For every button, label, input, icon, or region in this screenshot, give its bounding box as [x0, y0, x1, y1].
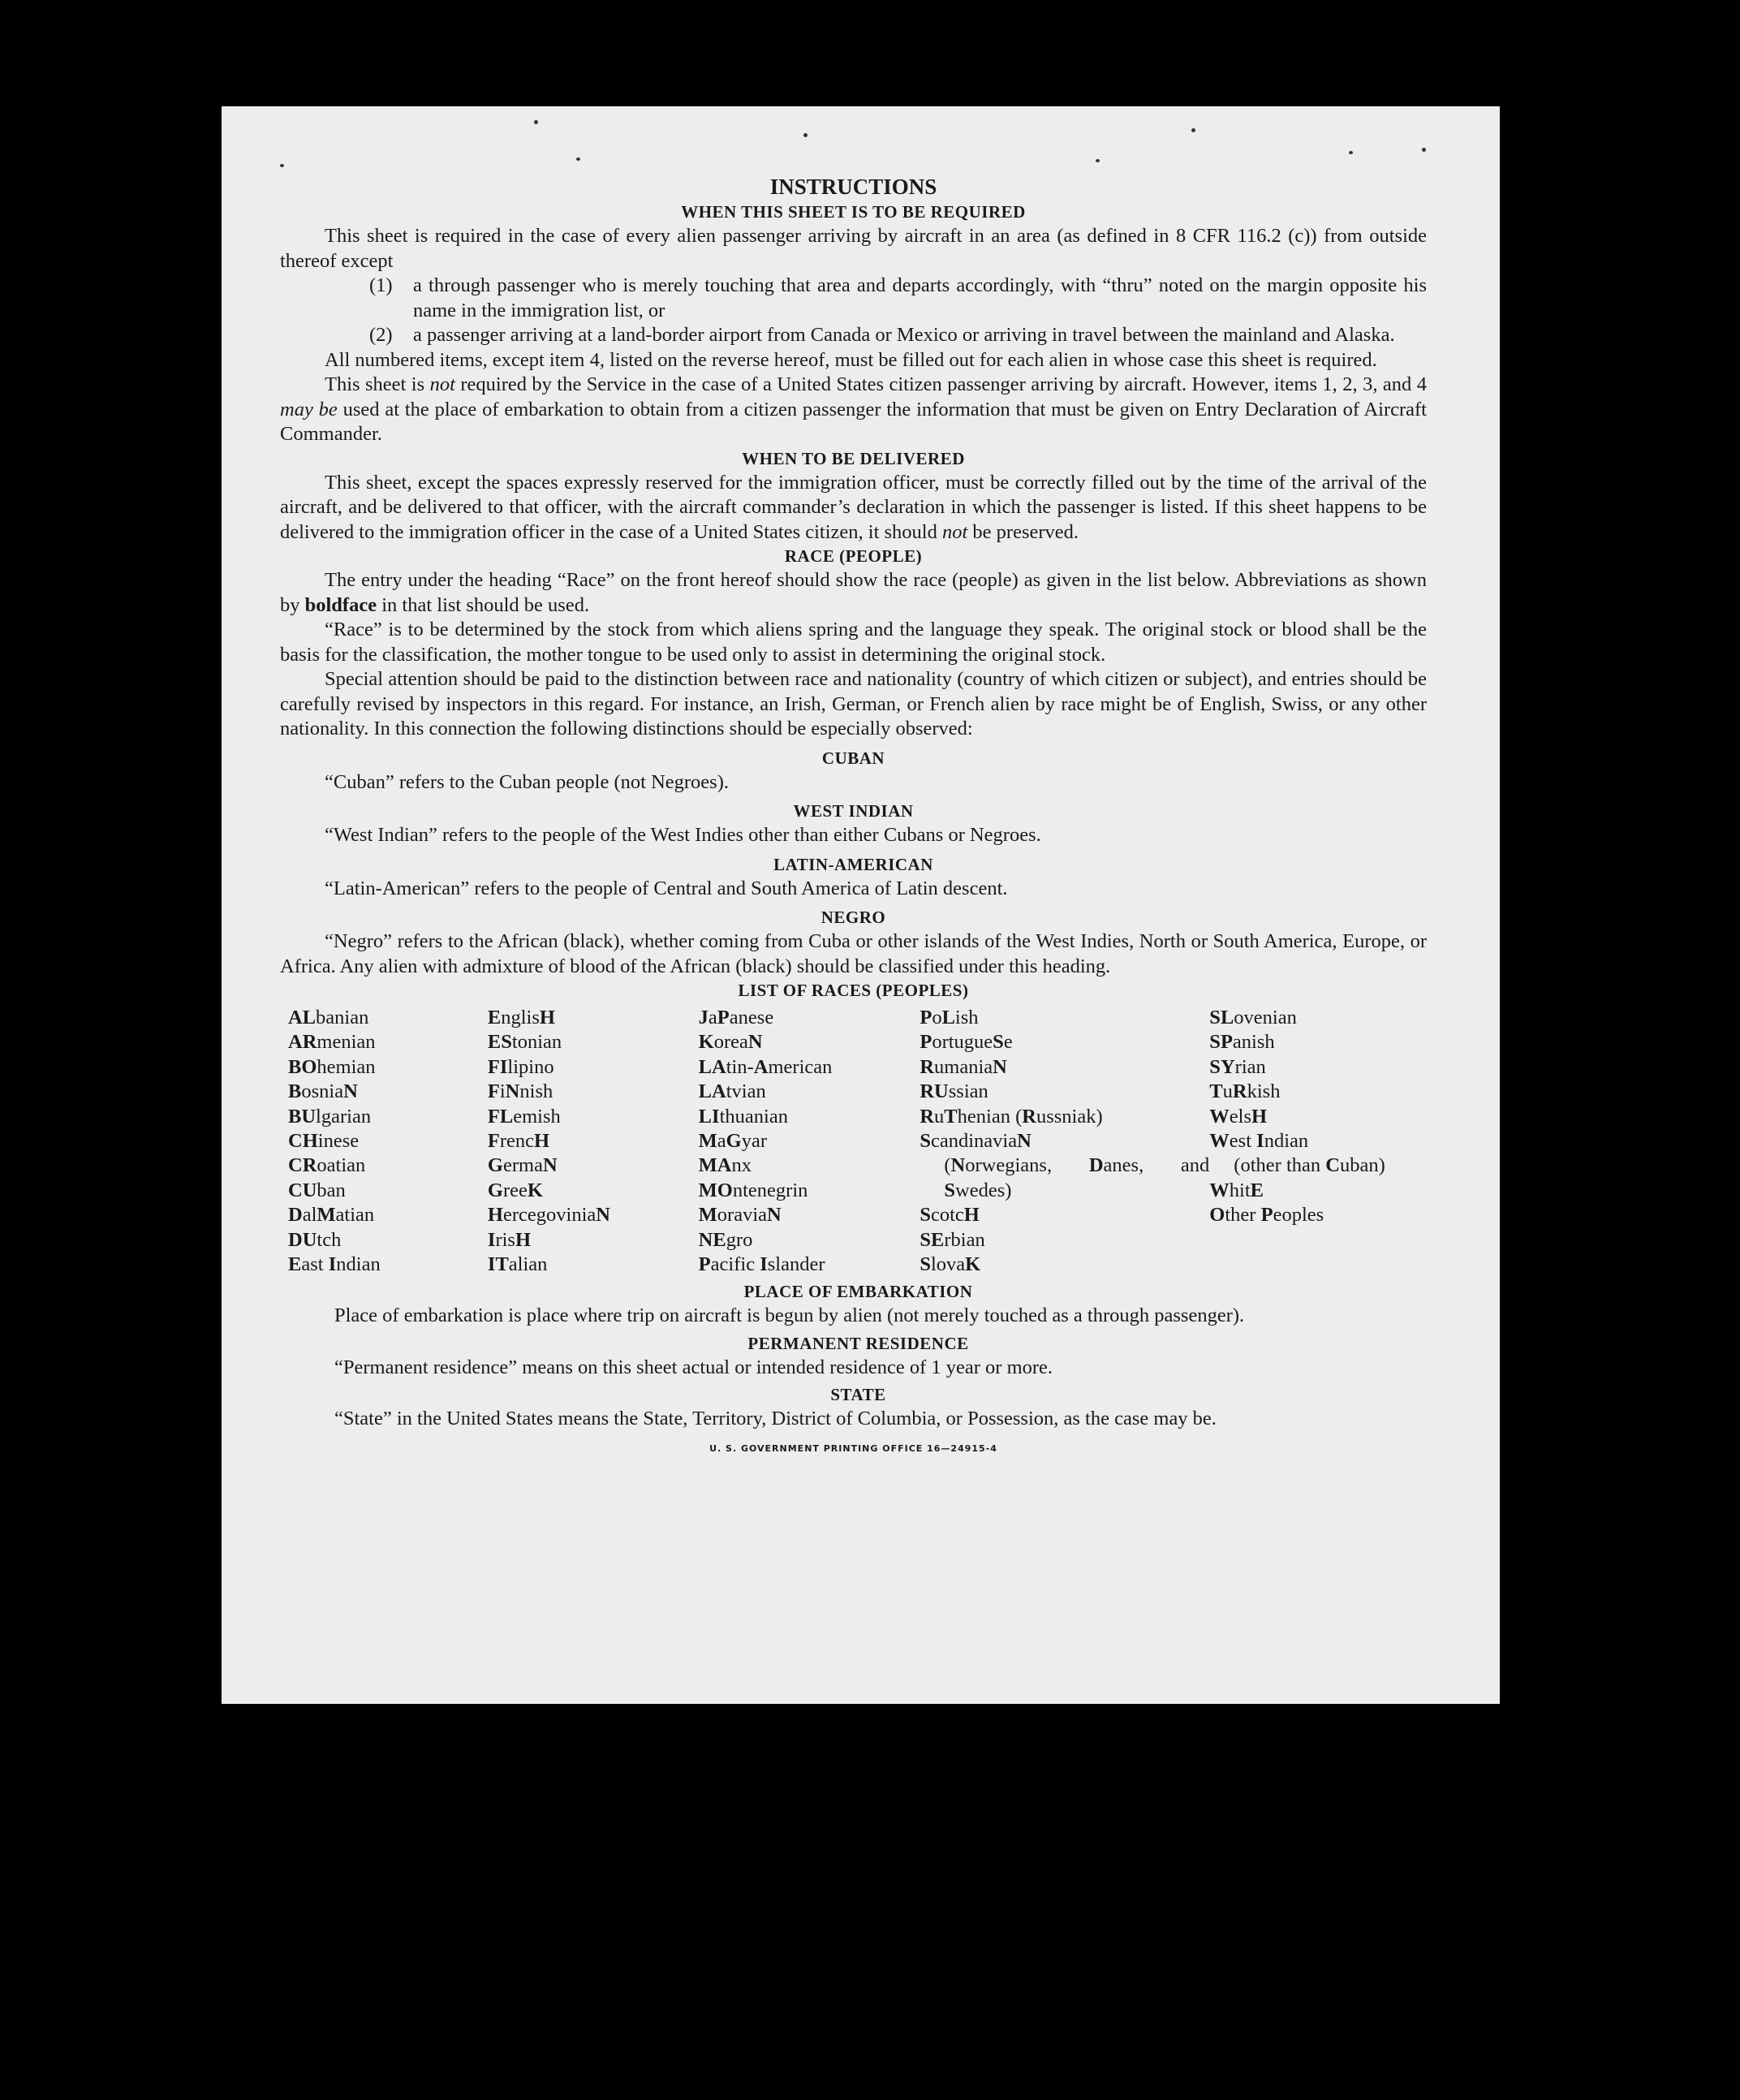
delivered-paragraph	[280, 471, 1427, 545]
race-paragraph-2: “Race” is to be determined by the stock from which aliens spring and the language they speak. The original stock or blood shall be the basis for the classification, the mother tongue to be used only to assist in determining the original stock.	[280, 619, 1427, 666]
exception-item-1-text: a through passenger who is merely touching that area and departs accordingly, with “thru” noted on the margin opposite his name in the immigration list, or	[413, 274, 1427, 321]
race-entry: West Indian (other than Cuban)	[1209, 1130, 1385, 1177]
lower-sections	[280, 1280, 1427, 1432]
race-entry: NEgro	[698, 1228, 753, 1251]
heading-list-of-races: LIST OF RACES (PEOPLES)	[738, 981, 969, 1000]
race-entry: HercegoviniaN	[487, 1204, 610, 1227]
state-text: “State” in the United States means the State, Territory, District of Columbia, or Possession, as the case may be.	[334, 1408, 1217, 1430]
race-entry: SYrian	[1209, 1055, 1266, 1078]
race-column-1	[288, 1006, 488, 1277]
race-paragraph-3: Special attention should be paid to the distinction between race and nationality (country of which citizen or subject), and entries should be carefully revised by inspectors in this regard. For instance, an Irish, German, or French alien by race might be of English, Swiss, or any other nationality. In this connection the following distinctions should be especially observed:	[280, 668, 1427, 740]
list-of-races	[288, 1006, 1427, 1277]
exception-item-1	[369, 274, 1427, 323]
race-entry: WelsH	[1209, 1105, 1268, 1128]
speck	[803, 133, 808, 137]
embarkation-text: Place of embarkation is place where trip on aircraft is begun by alien (not merely touched as a through passenger).	[334, 1304, 1245, 1327]
page-title: INSTRUCTIONS	[769, 175, 937, 199]
race-entry: Pacific Islander	[698, 1253, 825, 1276]
race-entry: LAtvian	[698, 1080, 766, 1103]
required-p3-part-b: required by the Service in the case of a United States citizen passenger arriving by aircraft. However, items 1, 2, 3, and 4	[454, 373, 1427, 395]
race-entry: BUlgarian	[288, 1105, 372, 1128]
negro-text: “Negro” refers to the African (black), whether coming from Cuba or other islands of the West Indies, North or South America, Europe, or Africa. Any alien with admixture of blood of the African (black) should be classified under this heading.	[280, 930, 1427, 977]
race-entry: CUban	[288, 1179, 346, 1201]
race-entry: ALbanian	[288, 1007, 369, 1028]
race-entry: WhitE	[1209, 1179, 1264, 1201]
delivered-not: not	[941, 520, 968, 543]
race-entry: LIthuanian	[698, 1105, 788, 1128]
required-p3-part-a: This sheet is	[325, 373, 430, 395]
race-column-4	[920, 1006, 1209, 1277]
speck	[576, 157, 580, 161]
race-entry: ARmenian	[288, 1031, 376, 1054]
required-paragraph-3	[280, 373, 1427, 447]
race-entry: KoreaN	[698, 1031, 763, 1054]
race-entry: East Indian	[288, 1253, 381, 1276]
race-entry: TuRkish	[1209, 1080, 1281, 1103]
race-entry: MaGyar	[698, 1130, 768, 1153]
race-entry: SlovaK	[920, 1253, 981, 1276]
race-entry: SLovenian	[1209, 1007, 1297, 1028]
race-column-5	[1209, 1006, 1427, 1277]
race-entry: JaPanese	[698, 1007, 774, 1028]
speck	[1349, 151, 1353, 154]
delivered-part-b: be preserved.	[967, 520, 1079, 543]
speck	[1422, 148, 1426, 152]
heading-when-required: WHEN THIS SHEET IS TO BE REQUIRED	[681, 202, 1026, 222]
speck	[280, 164, 284, 167]
race-p1-part-b: in that list should be used.	[377, 593, 590, 616]
heading-negro: NEGRO	[820, 908, 886, 927]
heading-race: RACE (PEOPLE)	[784, 546, 923, 566]
race-entry: FIlipino	[487, 1055, 554, 1078]
west-indian-text: “West Indian” refers to the people of the West Indies other than either Cubans or Negroes.	[325, 824, 1041, 846]
race-entry: ScandinaviaN (Norwegians, Danes, and Swedes)	[920, 1130, 1210, 1201]
race-entry: BOhemian	[288, 1055, 376, 1078]
latin-american-text: “Latin-American” refers to the people of Central and South America of Latin descent.	[325, 877, 1008, 899]
race-entry: RuThenian (Russniak)	[920, 1105, 1103, 1128]
required-p3-not: not	[429, 373, 455, 395]
race-entry: DUtch	[288, 1228, 342, 1251]
race-entry: LAtin-American	[698, 1055, 833, 1078]
race-entry: MOntenegrin	[698, 1179, 808, 1201]
race-entry: MoraviaN	[698, 1204, 782, 1227]
speck	[534, 120, 538, 124]
race-entry: PoLish	[920, 1007, 979, 1028]
required-p3-may-be: may be	[280, 398, 338, 420]
cuban-text: “Cuban” refers to the Cuban people (not Negroes).	[325, 770, 729, 793]
race-entry: GreeK	[487, 1179, 543, 1201]
race-entry: ITalian	[487, 1253, 548, 1276]
heading-when-delivered: WHEN TO BE DELIVERED	[742, 448, 965, 468]
race-entry: IrisH	[487, 1228, 532, 1251]
exception-item-2-text: a passenger arriving at a land-border airport from Canada or Mexico or arriving in travel between the mainland and Alaska.	[413, 324, 1395, 346]
race-entry: FiNnish	[487, 1080, 553, 1103]
required-p3-part-c: used at the place of embarkation to obtain from a citizen passenger the information that must be given on Entry Declaration of Aircraft Commander.	[280, 398, 1427, 445]
race-column-3	[699, 1006, 920, 1277]
race-entry: RumaniaN	[920, 1055, 1007, 1078]
heading-latin-american: LATIN-AMERICAN	[773, 854, 933, 874]
heading-place-of-embarkation: PLACE OF EMBARKATION	[743, 1282, 973, 1302]
race-entry: Other Peoples	[1209, 1204, 1324, 1227]
printing-office-footer: U. S. GOVERNMENT PRINTING OFFICE 16—24915-4	[709, 1442, 997, 1454]
exception-item-2	[369, 323, 1427, 348]
speck	[1096, 159, 1100, 162]
race-entry: DalMatian	[288, 1204, 375, 1227]
speck	[1191, 128, 1195, 132]
race-entry: SPanish	[1209, 1031, 1275, 1054]
race-entry: PortugueSe	[920, 1031, 1013, 1054]
race-entry: BosniaN	[288, 1080, 358, 1103]
residence-text: “Permanent residence” means on this sheet actual or intended residence of 1 year or more.	[334, 1356, 1053, 1378]
race-entry: RUssian	[920, 1080, 988, 1103]
race-entry: SErbian	[920, 1228, 985, 1251]
race-entry: FrencH	[487, 1130, 550, 1153]
heading-state: STATE	[830, 1385, 886, 1405]
race-entry: MAnx	[698, 1154, 752, 1177]
race-entry: FLemish	[487, 1105, 561, 1128]
instruction-sheet	[222, 106, 1500, 1704]
heading-west-indian: WEST INDIAN	[793, 801, 914, 821]
exception-item-2-number: (2)	[369, 324, 393, 346]
required-paragraph-2: All numbered items, except item 4, listed on the reverse hereof, must be filled out for each alien in whose case this sheet is required.	[325, 348, 1377, 371]
race-p1-boldface: boldface	[304, 593, 377, 616]
race-p1-part-a: The entry under the heading “Race” on the front hereof should show the race (people) as given in the list below. Abbreviations as shown by	[280, 569, 1427, 616]
delivered-part-a: This sheet, except the spaces expressly reserved for the immigration officer, must be correctly filled out by the time of the arrival of the aircraft, and be delivered to that officer, with the aircraft commander’s declaration in which the passenger is listed. If this sheet happens to be delivered to the immigration officer in the case of a United States citizen, it should	[280, 471, 1427, 543]
race-entry: ScotcH	[920, 1204, 980, 1227]
exception-item-1-number: (1)	[369, 274, 393, 296]
race-column-2	[488, 1006, 699, 1277]
required-paragraph-1: This sheet is required in the case of every alien passenger arriving by aircraft in an area (as defined in 8 CFR 116.2 (c)) from outside thereof except	[280, 225, 1427, 272]
race-paragraph-1	[280, 568, 1427, 618]
race-entry: CRoatian	[288, 1154, 366, 1177]
heading-cuban: CUBAN	[821, 748, 885, 768]
race-entry: EStonian	[487, 1031, 562, 1054]
race-entry: GermaN	[487, 1154, 558, 1177]
heading-permanent-residence: PERMANENT RESIDENCE	[747, 1333, 969, 1353]
race-entry: EnglisH	[487, 1007, 555, 1028]
race-entry: CHinese	[288, 1130, 360, 1153]
